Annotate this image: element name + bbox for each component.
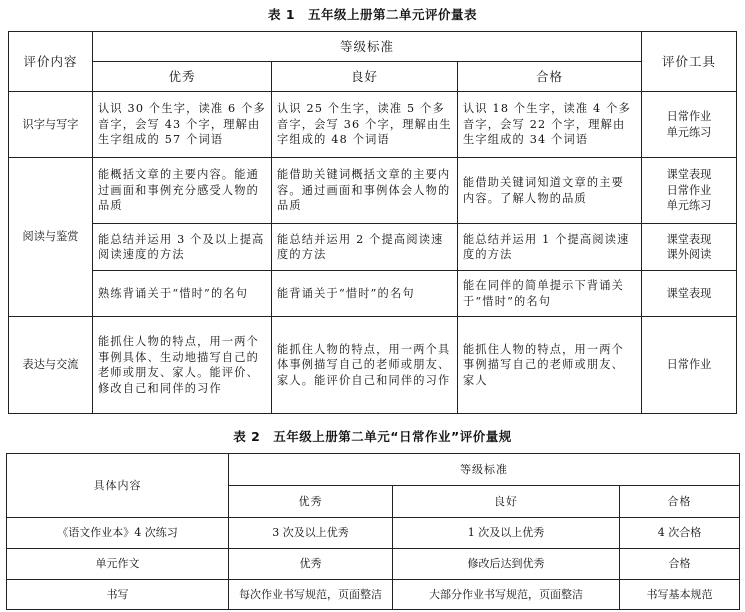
excellent-cell: 能概括文章的主要内容。能通过画面和事例充分感受人物的品质 — [93, 158, 272, 224]
excellent-cell: 熟练背诵关于“惜时”的名句 — [93, 271, 272, 317]
item-cell: 《语文作业本》4 次练习 — [7, 518, 229, 549]
item-cell: 书写 — [7, 580, 229, 610]
category-cell: 识字与写字 — [9, 92, 93, 158]
table-row — [7, 549, 740, 580]
table-row — [9, 158, 737, 224]
good-cell: 能总结并运用 2 个提高阅读速度的方法 — [272, 224, 458, 271]
excellent-cell: 认识 30 个生字，读准 6 个多音字，会写 43 个字，理解由生字组成的 57 个词语 — [93, 92, 272, 158]
table-row — [9, 317, 737, 414]
header-standard: 等级标准 — [93, 32, 642, 62]
table-row — [9, 92, 737, 158]
header-standard: 等级标准 — [229, 454, 740, 486]
table-row — [9, 271, 737, 317]
pass-cell: 4 次合格 — [620, 518, 740, 549]
pass-cell: 合格 — [620, 549, 740, 580]
header-tool: 评价工具 — [642, 32, 737, 92]
excellent-cell: 优秀 — [229, 549, 393, 580]
table2-title: 表 2 五年级上册第二单元“日常作业”评价量规 — [233, 429, 512, 444]
excellent-cell: 每次作业书写规范，页面整洁 — [229, 580, 393, 610]
good-cell: 1 次及以上优秀 — [393, 518, 620, 549]
header-content: 评价内容 — [9, 32, 93, 92]
good-cell: 能抓住人物的特点，用一两个具体事例描写自己的老师或朋友、家人。能评价自己和同伴的习作 — [272, 317, 458, 414]
pass-cell: 书写基本规范 — [620, 580, 740, 610]
header-pass: 合格 — [620, 486, 740, 518]
category-cell: 阅读与鉴赏 — [9, 158, 93, 317]
excellent-cell: 3 次及以上优秀 — [229, 518, 393, 549]
pass-cell: 能在同伴的简单提示下背诵关于“惜时”的名句 — [458, 271, 642, 317]
pass-cell: 认识 18 个生字，读准 4 个多音字，会写 22 个字，理解由生字组成的 34 个词语 — [458, 92, 642, 158]
table1-title: 表 1 五年级上册第二单元评价量表 — [267, 7, 478, 22]
header-content: 具体内容 — [7, 454, 229, 518]
pass-cell: 能抓住人物的特点，用一两个事例描写自己的老师或朋友、家人 — [458, 317, 642, 414]
table-row — [7, 518, 740, 549]
homework-rubric-table — [6, 453, 740, 610]
header-pass: 合格 — [458, 62, 642, 92]
tool-cell: 课堂表现 日常作业 单元练习 — [642, 158, 737, 224]
good-cell: 认识 25 个生字，读准 5 个多音字，会写 36 个字，理解由生字组成的 48 个词语 — [272, 92, 458, 158]
good-cell: 修改后达到优秀 — [393, 549, 620, 580]
excellent-cell: 能抓住人物的特点，用一两个事例具体、生动地描写自己的老师或朋友、家人。能评价、修改自己和同伴的习作 — [93, 317, 272, 414]
header-excellent: 优秀 — [93, 62, 272, 92]
evaluation-scale-table — [8, 31, 737, 414]
header-good: 良好 — [272, 62, 458, 92]
tool-cell: 日常作业 单元练习 — [642, 92, 737, 158]
header-good: 良好 — [393, 486, 620, 518]
tool-cell: 课堂表现 课外阅读 — [642, 224, 737, 271]
excellent-cell: 能总结并运用 3 个及以上提高阅读速度的方法 — [93, 224, 272, 271]
tool-cell: 日常作业 — [642, 317, 737, 414]
pass-cell: 能总结并运用 1 个提高阅读速度的方法 — [458, 224, 642, 271]
good-cell: 能背诵关于“惜时”的名句 — [272, 271, 458, 317]
header-excellent: 优秀 — [229, 486, 393, 518]
table-row — [7, 580, 740, 610]
category-cell: 表达与交流 — [9, 317, 93, 414]
pass-cell: 能借助关键词知道文章的主要内容。了解人物的品质 — [458, 158, 642, 224]
item-cell: 单元作文 — [7, 549, 229, 580]
table-row — [9, 224, 737, 271]
tool-cell: 课堂表现 — [642, 271, 737, 317]
good-cell: 能借助关键词概括文章的主要内容。通过画面和事例体会人物的品质 — [272, 158, 458, 224]
good-cell: 大部分作业书写规范，页面整洁 — [393, 580, 620, 610]
